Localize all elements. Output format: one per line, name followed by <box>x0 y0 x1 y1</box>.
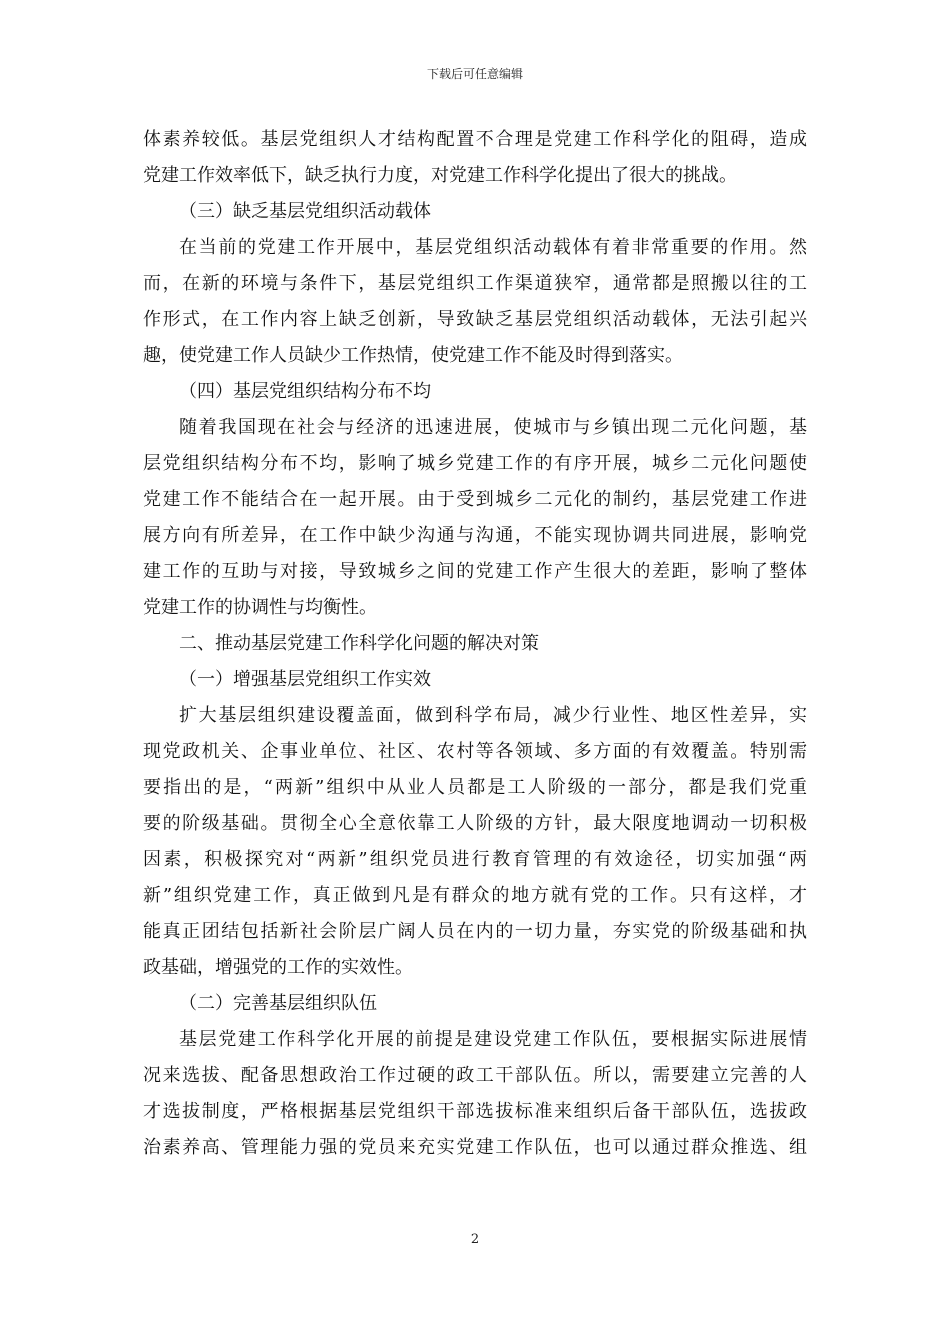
text-line: 要指出的是，“两新”组织中从业人员都是工人阶级的一部分，都是我们党重 <box>143 777 807 798</box>
section-heading: （四）基层党组织结构分布不均 <box>179 381 431 402</box>
text-line: 政基础，增强党的工作的实效性。 <box>143 957 413 978</box>
section-heading: （二）完善基层组织队伍 <box>179 993 377 1014</box>
text-line: 体素养较低。基层党组织人才结构配置不合理是党建工作科学化的阻碍，造成 <box>143 129 807 150</box>
text-line: 趣，使党建工作人员缺少工作热情，使党建工作不能及时得到落实。 <box>143 345 683 366</box>
section-heading: （一）增强基层党组织工作实效 <box>179 669 431 690</box>
text-line: 现党政机关、企事业单位、社区、农村等各领域、多方面的有效覆盖。特别需 <box>143 741 807 762</box>
section-heading: 二、推动基层党建工作科学化问题的解决对策 <box>179 633 539 654</box>
text-line: 治素养高、管理能力强的党员来充实党建工作队伍，也可以通过群众推选、组 <box>143 1137 807 1158</box>
text-line: 基层党建工作科学化开展的前提是建设党建工作队伍，要根据实际进展情 <box>179 1029 807 1050</box>
text-line: 层党组织结构分布不均，影响了城乡党建工作的有序开展，城乡二元化问题使 <box>143 453 807 474</box>
page-number: 2 <box>470 1232 480 1247</box>
text-line: 扩大基层组织建设覆盖面，做到科学布局，减少行业性、地区性差异，实 <box>179 705 807 726</box>
text-line: 展方向有所差异，在工作中缺少沟通与沟通，不能实现协调共同进展，影响党 <box>143 525 807 546</box>
text-line: 建工作的互助与对接，导致城乡之间的党建工作产生很大的差距，影响了整体 <box>143 561 807 582</box>
section-heading: （三）缺乏基层党组织活动载体 <box>179 201 431 222</box>
text-line: 随着我国现在社会与经济的迅速进展，使城市与乡镇出现二元化问题，基 <box>179 417 807 438</box>
document-body <box>143 122 807 1166</box>
text-line: 而，在新的环境与条件下，基层党组织工作渠道狭窄，通常都是照搬以往的工 <box>143 273 807 294</box>
text-line: 才选拔制度，严格根据基层党组织干部选拔标准来组织后备干部队伍，选拔政 <box>143 1101 807 1122</box>
text-line: 党建工作效率低下，缺乏执行力度，对党建工作科学化提出了很大的挑战。 <box>143 165 737 186</box>
text-line: 要的阶级基础。贯彻全心全意依靠工人阶级的方针，最大限度地调动一切积极 <box>143 813 807 834</box>
text-line: 况来选拔、配备思想政治工作过硬的政工干部队伍。所以，需要建立完善的人 <box>143 1065 807 1086</box>
page-header: 下载后可任意编辑 <box>426 67 523 81</box>
text-line: 在当前的党建工作开展中，基层党组织活动载体有着非常重要的作用。然 <box>179 237 807 258</box>
text-line: 党建工作不能结合在一起开展。由于受到城乡二元化的制约，基层党建工作进 <box>143 489 807 510</box>
text-line: 能真正团结包括新社会阶层广阔人员在内的一切力量，夯实党的阶级基础和执 <box>143 921 807 942</box>
text-line: 因素，积极探究对“两新”组织党员进行教育管理的有效途径，切实加强“两 <box>143 849 807 870</box>
text-line: 党建工作的协调性与均衡性。 <box>143 597 377 618</box>
text-line: 新”组织党建工作，真正做到凡是有群众的地方就有党的工作。只有这样，才 <box>143 885 807 906</box>
text-line: 作形式，在工作内容上缺乏创新，导致缺乏基层党组织活动载体，无法引起兴 <box>143 309 807 330</box>
